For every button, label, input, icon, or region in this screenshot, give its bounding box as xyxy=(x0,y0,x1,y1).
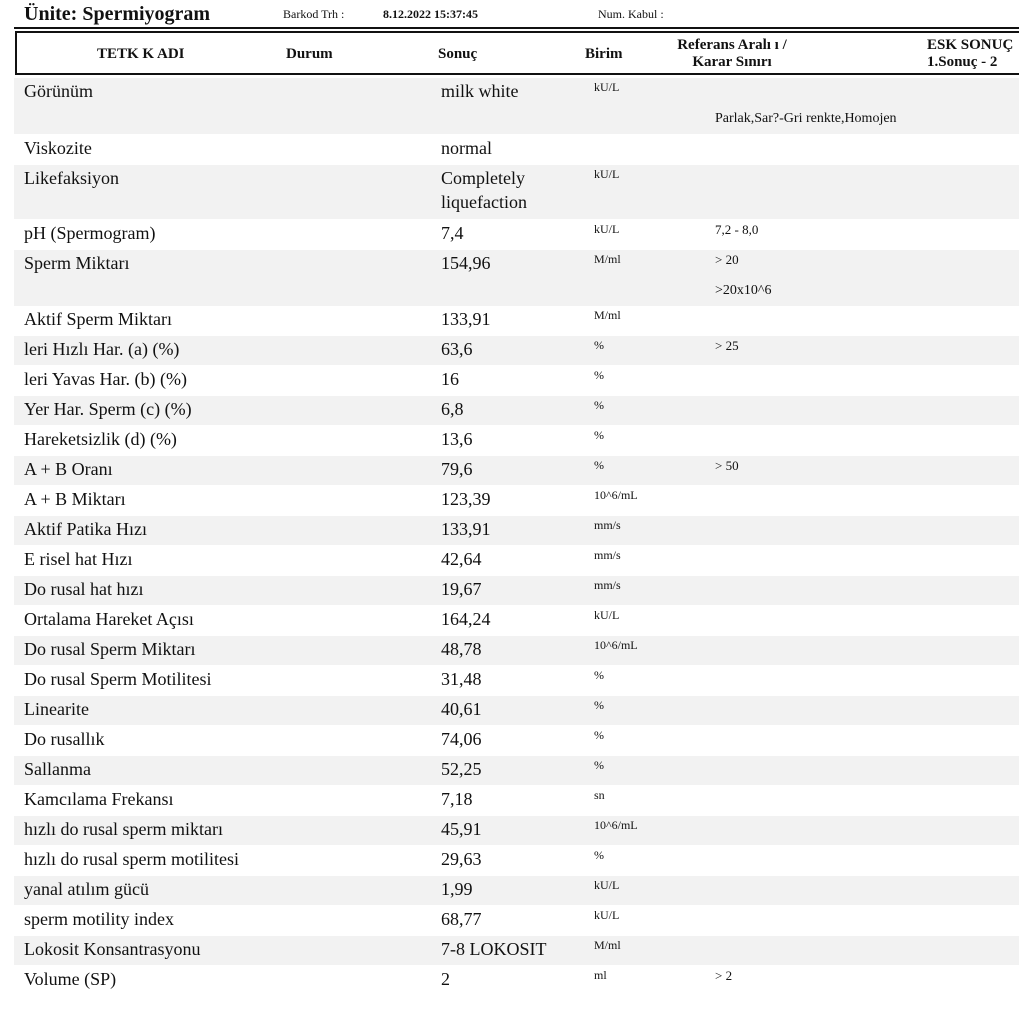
table-row xyxy=(14,426,1019,455)
col-old-result xyxy=(927,37,1013,71)
col-unit: Birim xyxy=(585,46,623,62)
row-unit: % xyxy=(594,338,604,352)
row-reference: > 20 xyxy=(715,252,739,267)
table-row xyxy=(14,336,1019,365)
row-unit: % xyxy=(594,398,604,412)
row-unit: kU/L xyxy=(594,608,620,622)
row-test-name: A + B Oranı xyxy=(24,459,113,479)
row-result: 68,77 xyxy=(441,909,482,929)
row-test-name: Sperm Miktarı xyxy=(24,253,130,273)
row-unit: mm/s xyxy=(594,548,621,562)
row-result: 40,61 xyxy=(441,699,482,719)
row-result: 42,64 xyxy=(441,549,482,569)
row-test-name: Görünüm xyxy=(24,81,93,101)
row-unit: 10^6/mL xyxy=(594,488,638,502)
row-result: 133,91 xyxy=(441,309,491,329)
row-reference: 7,2 - 8,0 xyxy=(715,222,759,237)
col-reference xyxy=(657,37,807,71)
table-row xyxy=(14,726,1019,755)
row-test-name: Do rusal Sperm Motilitesi xyxy=(24,669,212,689)
table-row xyxy=(14,135,1019,164)
row-unit: mm/s xyxy=(594,578,621,592)
row-unit: kU/L xyxy=(594,908,620,922)
table-row xyxy=(14,936,1019,965)
table-row xyxy=(14,165,1019,219)
row-result: Completely liquefaction xyxy=(441,168,527,212)
row-reference-note: >20x10^6 xyxy=(715,283,772,298)
row-unit: % xyxy=(594,698,604,712)
table-row xyxy=(14,516,1019,545)
table-row xyxy=(14,220,1019,249)
row-reference: > 50 xyxy=(715,458,739,473)
table-row xyxy=(14,846,1019,875)
row-result: 16 xyxy=(441,369,459,389)
row-unit: M/ml xyxy=(594,938,621,952)
page-title: Ünite: Spermiyogram xyxy=(24,3,211,25)
col-result: Sonuç xyxy=(438,46,478,62)
row-unit: 10^6/mL xyxy=(594,818,638,832)
header-divider xyxy=(14,27,1019,29)
col-reference-line2: Karar Sınırı xyxy=(692,54,772,70)
table-row xyxy=(14,456,1019,485)
row-unit: sn xyxy=(594,788,605,802)
row-test-name: Lokosit Konsantrasyonu xyxy=(24,939,201,959)
row-unit: kU/L xyxy=(594,222,620,236)
row-test-name: Viskozite xyxy=(24,138,92,158)
row-test-name: A + B Miktarı xyxy=(24,489,126,509)
row-test-name: Volume (SP) xyxy=(24,969,117,989)
row-test-name: leri Hızlı Har. (a) (%) xyxy=(24,339,180,359)
table-row xyxy=(14,786,1019,815)
row-unit: % xyxy=(594,668,604,682)
row-result: 19,67 xyxy=(441,579,482,599)
row-result: 7,4 xyxy=(441,223,464,243)
table-row xyxy=(14,306,1019,335)
row-test-name: E risel hat Hızı xyxy=(24,549,133,569)
row-result: normal xyxy=(441,138,492,158)
row-unit: kU/L xyxy=(594,167,620,181)
row-result: 7,18 xyxy=(441,789,473,809)
row-test-name: yanal atılım gücü xyxy=(24,879,149,899)
table-row xyxy=(14,636,1019,665)
row-test-name: Aktif Patika Hızı xyxy=(24,519,147,539)
row-unit: M/ml xyxy=(594,252,621,266)
row-result: 74,06 xyxy=(441,729,482,749)
row-unit: kU/L xyxy=(594,80,620,94)
row-reference-note: Parlak,Sar?-Gri renkte,Homojen xyxy=(715,111,897,126)
row-result: 29,63 xyxy=(441,849,482,869)
row-unit: % xyxy=(594,758,604,772)
col-old-result-line1: ESK SONUÇ xyxy=(927,37,1014,53)
column-header-row xyxy=(15,31,1019,75)
row-test-name: Sallanma xyxy=(24,759,91,779)
row-test-name: Hareketsizlik (d) (%) xyxy=(24,429,177,449)
col-test-name: TETK K ADI xyxy=(97,46,185,62)
row-reference: > 2 xyxy=(715,968,733,983)
table-row xyxy=(14,966,1019,995)
table-row xyxy=(14,696,1019,725)
row-unit: 10^6/mL xyxy=(594,638,638,652)
num-kabul-label: Num. Kabul : xyxy=(598,7,664,21)
col-status: Durum xyxy=(286,46,333,62)
row-result: milk white xyxy=(441,81,519,101)
table-row xyxy=(14,756,1019,785)
row-result: 13,6 xyxy=(441,429,473,449)
row-test-name: Likefaksiyon xyxy=(24,168,119,188)
table-row xyxy=(14,906,1019,935)
row-result: 48,78 xyxy=(441,639,482,659)
row-result: 31,48 xyxy=(441,669,482,689)
barkod-value: 8.12.2022 15:37:45 xyxy=(383,7,478,21)
row-test-name: Aktif Sperm Miktarı xyxy=(24,309,172,329)
table-row xyxy=(14,250,1019,306)
table-row xyxy=(14,366,1019,395)
row-result: 45,91 xyxy=(441,819,482,839)
row-result: 7-8 LOKOSIT xyxy=(441,939,547,959)
row-unit: % xyxy=(594,458,604,472)
row-test-name: Do rusal Sperm Miktarı xyxy=(24,639,196,659)
row-unit: kU/L xyxy=(594,878,620,892)
table-row xyxy=(14,546,1019,575)
row-test-name: hızlı do rusal sperm miktarı xyxy=(24,819,223,839)
row-test-name: hızlı do rusal sperm motilitesi xyxy=(24,849,239,869)
row-unit: ml xyxy=(594,968,607,982)
row-result: 164,24 xyxy=(441,609,491,629)
row-result: 52,25 xyxy=(441,759,482,779)
table-row xyxy=(14,396,1019,425)
table-row xyxy=(14,666,1019,695)
barkod-label: Barkod Trh : xyxy=(283,7,345,21)
col-reference-line1: Referans Aralı ı / xyxy=(677,37,787,53)
row-unit: % xyxy=(594,428,604,442)
row-result: 133,91 xyxy=(441,519,491,539)
row-result: 63,6 xyxy=(441,339,473,359)
row-test-name: Yer Har. Sperm (c) (%) xyxy=(24,399,192,419)
row-result: 1,99 xyxy=(441,879,473,899)
row-result: 123,39 xyxy=(441,489,491,509)
row-unit: % xyxy=(594,368,604,382)
row-unit: mm/s xyxy=(594,518,621,532)
row-reference: > 25 xyxy=(715,338,739,353)
row-test-name: sperm motility index xyxy=(24,909,174,929)
table-row xyxy=(14,576,1019,605)
table-row xyxy=(14,816,1019,845)
row-test-name: Ortalama Hareket Açısı xyxy=(24,609,194,629)
row-result: 79,6 xyxy=(441,459,473,479)
col-old-result-line2: 1.Sonuç - 2 xyxy=(927,54,998,70)
table-row xyxy=(14,486,1019,515)
row-result: 6,8 xyxy=(441,399,464,419)
table-row xyxy=(14,606,1019,635)
row-unit: M/ml xyxy=(594,308,621,322)
row-unit: % xyxy=(594,728,604,742)
row-result: 154,96 xyxy=(441,253,491,273)
row-unit: % xyxy=(594,848,604,862)
row-test-name: leri Yavas Har. (b) (%) xyxy=(24,369,187,389)
row-test-name: pH (Spermogram) xyxy=(24,223,156,243)
row-test-name: Do rusal hat hızı xyxy=(24,579,144,599)
row-test-name: Kamcılama Frekansı xyxy=(24,789,174,809)
table-row xyxy=(14,876,1019,905)
row-test-name: Do rusallık xyxy=(24,729,105,749)
row-result: 2 xyxy=(441,969,450,989)
table-row xyxy=(14,78,1019,134)
row-test-name: Linearite xyxy=(24,699,89,719)
